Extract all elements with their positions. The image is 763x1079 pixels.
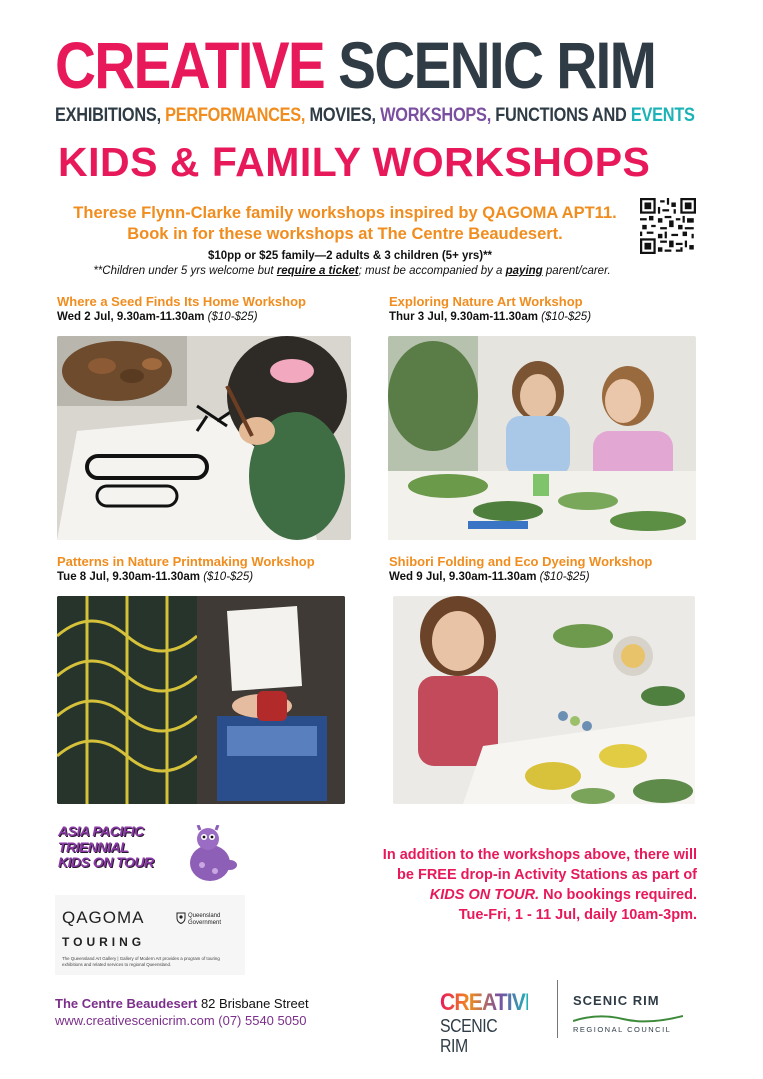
- workshop-4: [389, 554, 652, 585]
- creative-wordmark: CREATIVE: [440, 989, 539, 1016]
- footer-divider: [557, 980, 558, 1038]
- qr-code[interactable]: [640, 198, 696, 254]
- nature-art-photo: [388, 336, 696, 540]
- council-subtitle: REGIONAL COUNCIL: [573, 1025, 672, 1034]
- creative-scenic-rim-logo: [440, 990, 540, 1056]
- note-paying: paying: [505, 265, 543, 277]
- note-require-ticket: require a ticket: [276, 265, 359, 277]
- council-name: SCENIC RIM: [573, 993, 660, 1008]
- promo-line-3: [335, 885, 697, 905]
- apt-line-3: KIDS ON TOUR: [58, 854, 154, 870]
- workshop-date: [389, 570, 652, 585]
- workshop-price: ($10-$25): [541, 311, 592, 323]
- workshop-date-text: Wed 2 Jul, 9.30am-11.30am: [57, 311, 205, 323]
- qld-line-1: Queensland: [188, 913, 221, 919]
- tagline-events: EVENTS: [630, 105, 695, 126]
- qagoma-logo: QAGOMA: [62, 908, 145, 927]
- workshop-title: Patterns in Nature Printmaking Workshop: [57, 554, 315, 569]
- venue-name: The Centre Beaudesert: [55, 996, 198, 1011]
- workshop-date: [57, 570, 315, 585]
- tagline-functions: FUNCTIONS AND: [495, 105, 631, 126]
- touring-label: TOURING: [62, 935, 146, 949]
- kids-on-tour-promo: [335, 845, 697, 925]
- children-note: [52, 264, 652, 279]
- masthead-word-scenic-rim: SCENIC RIM: [338, 28, 656, 102]
- promo-no-bookings: No bookings required.: [539, 887, 697, 903]
- seed-workshop-photo: [57, 336, 351, 540]
- qld-line-2: Government: [188, 920, 222, 926]
- scenic-rim-regional-council-logo: [573, 993, 693, 1035]
- tagline-performances: PERFORMANCES,: [165, 105, 310, 126]
- intro-text: [50, 203, 640, 245]
- website-phone[interactable]: www.creativescenicrim.com (07) 5540 5050: [55, 1013, 307, 1028]
- pricing-line: $10pp or $25 family—2 adults & 3 children (5+ yrs)**: [207, 250, 493, 262]
- venue-street: 82 Brisbane Street: [197, 996, 309, 1011]
- workshop-price: ($10-$25): [207, 311, 258, 323]
- workshop-title: Where a Seed Finds Its Home Workshop: [57, 294, 306, 309]
- promo-line-4: Tue-Fri, 1 - 11 Jul, daily 10am-3pm.: [458, 907, 697, 923]
- touring-fineprint: The Queensland Art Gallery | Gallery of Modern Art provides a program of touring exhibitions and related services to regional Queensland.: [62, 956, 220, 967]
- apt-line-2: TRIENNIAL: [58, 838, 129, 855]
- tagline: [55, 104, 695, 128]
- tagline-movies: MOVIES,: [309, 105, 381, 126]
- masthead-title: [55, 28, 656, 102]
- workshop-date-text: Tue 8 Jul, 9.30am-11.30am: [57, 571, 200, 583]
- tagline-exhibitions: EXHIBITIONS,: [55, 105, 166, 126]
- venue-address: [55, 995, 309, 1012]
- workshop-date: [389, 310, 591, 325]
- workshop-1: [57, 294, 306, 325]
- note-part-e: parent/carer.: [542, 265, 611, 277]
- masthead-word-creative: CREATIVE: [55, 28, 325, 102]
- workshop-date-text: Wed 9 Jul, 9.30am-11.30am: [389, 571, 537, 583]
- intro-line-1: Therese Flynn-Clarke family workshops inspired by QAGOMA APT11.: [73, 204, 617, 222]
- workshop-2: [389, 294, 591, 325]
- workshop-date-text: Thur 3 Jul, 9.30am-11.30am: [389, 311, 538, 323]
- tagline-workshops: WORKSHOPS,: [380, 105, 496, 126]
- council-hills-icon: [573, 1013, 683, 1023]
- monster-mascot-icon: [180, 825, 238, 887]
- note-part-a: **Children under 5 yrs welcome but: [93, 265, 277, 277]
- workshop-price: ($10-$25): [203, 571, 254, 583]
- scenic-rim-wordmark: SCENIC RIM: [440, 1016, 498, 1056]
- note-part-c: ; must be accompanied by a: [358, 265, 506, 277]
- workshop-3: [57, 554, 315, 585]
- queensland-crest-icon: [176, 912, 186, 924]
- page-heading: KIDS & FAMILY WORKSHOPS: [58, 139, 651, 185]
- workshop-title: Exploring Nature Art Workshop: [389, 294, 583, 309]
- eco-dyeing-photo: [393, 596, 695, 804]
- queensland-government-logo: [188, 913, 221, 927]
- workshop-date: [57, 310, 306, 325]
- promo-line-1: In addition to the workshops above, there will: [382, 847, 697, 863]
- promo-line-2: be FREE drop-in Activity Stations as part of: [397, 867, 697, 883]
- apt-line-1: ASIA PACIFIC: [58, 823, 144, 839]
- workshop-title: Shibori Folding and Eco Dyeing Workshop: [389, 554, 653, 569]
- intro-line-2: Book in for these workshops at The Centre Beaudesert.: [127, 225, 563, 243]
- printmaking-photo: [57, 596, 345, 804]
- workshop-price: ($10-$25): [539, 571, 590, 583]
- promo-kids-on-tour: KIDS ON TOUR.: [429, 887, 540, 903]
- apt-kids-on-tour-logo: [58, 824, 188, 871]
